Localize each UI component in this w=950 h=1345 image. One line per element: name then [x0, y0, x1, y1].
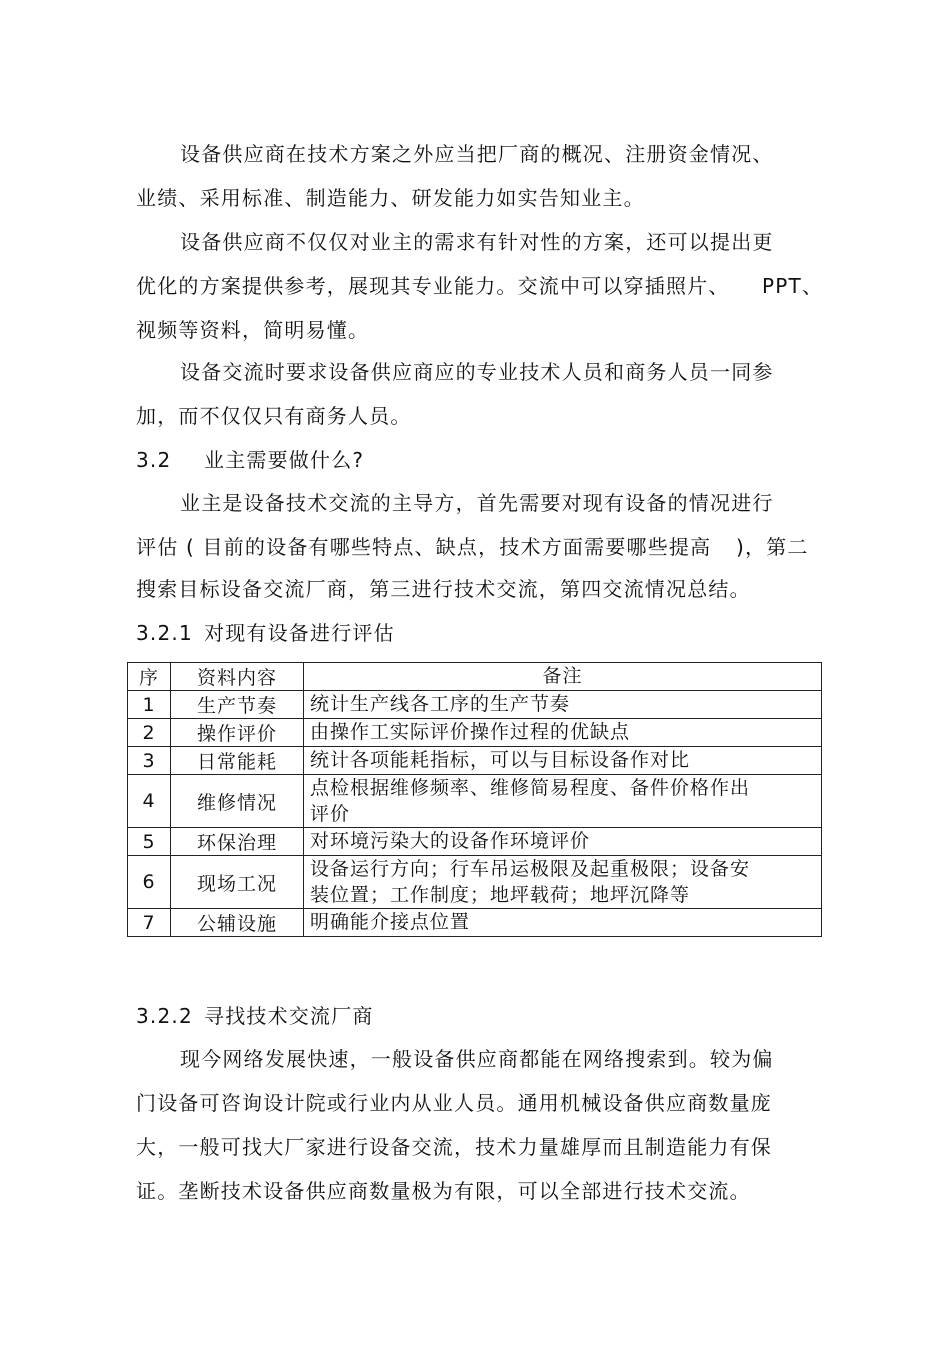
- cell-note: 统计各项能耗指标，可以与目标设备作对比: [304, 747, 822, 775]
- paragraph-line: 评估 ( 目前的设备有哪些特点、缺点，技术方面需要哪些提高: [136, 535, 712, 559]
- cell-item: 维修情况: [171, 775, 304, 828]
- paragraph-line: 搜索目标设备交流厂商，第三进行技术交流，第四交流情况总结。: [136, 577, 751, 601]
- cell-note: 统计生产线各工序的生产节奏: [304, 691, 822, 719]
- header-item: 资料内容: [171, 663, 304, 691]
- paragraph-line: 业绩、采用标准、制造能力、研发能力如实告知业主。: [136, 186, 645, 210]
- cell-item: 现场工况: [171, 856, 304, 909]
- cell-note-line: 评价: [310, 803, 351, 825]
- paragraph-line: 优化的方案提供参考，展现其专业能力。交流中可以穿插照片、: [136, 274, 730, 298]
- paragraph-line: 设备供应商不仅仅对业主的需求有针对性的方案，还可以提出更: [180, 230, 774, 254]
- subsection-heading-title: 寻找技术交流厂商: [204, 1004, 374, 1028]
- paragraph-line: 视频等资料，简明易懂。: [136, 318, 370, 342]
- table-header-row: [128, 663, 822, 691]
- subsection-heading-number: 3.2.2: [136, 1004, 193, 1028]
- paragraph-fragment: )，第二: [736, 535, 809, 559]
- paragraph-line: 业主是设备技术交流的主导方，首先需要对现有设备的情况进行: [180, 491, 774, 515]
- table-row: [128, 775, 822, 828]
- paragraph-line: 证。垄断技术设备供应商数量极为有限，可以全部进行技术交流。: [136, 1179, 751, 1203]
- paragraph-line: 加，而不仅仅只有商务人员。: [136, 404, 412, 428]
- cell-item: 操作评价: [171, 719, 304, 747]
- paragraph-line: 设备供应商在技术方案之外应当把厂商的概况、注册资金情况、: [180, 142, 774, 166]
- table-row: [128, 691, 822, 719]
- cell-seq: 2: [128, 719, 171, 747]
- subsection-heading-number: 3.2.1: [136, 621, 193, 645]
- table-row: [128, 828, 822, 856]
- subsection-heading-title: 对现有设备进行评估: [204, 621, 395, 645]
- cell-note: 对环境污染大的设备作环境评价: [304, 828, 822, 856]
- table-row: [128, 909, 822, 937]
- paragraph-line: 门设备可咨询设计院或行业内从业人员。通用机械设备供应商数量庞: [136, 1091, 772, 1115]
- cell-seq: 6: [128, 856, 171, 909]
- paragraph-line: 大，一般可找大厂家进行设备交流，技术力量雄厚而且制造能力有保: [136, 1135, 772, 1159]
- section-heading-number: 3.2: [136, 448, 172, 472]
- cell-note: [304, 775, 822, 828]
- paragraph-line: 设备交流时要求设备供应商应的专业技术人员和商务人员一同参: [180, 360, 774, 384]
- cell-seq: 4: [128, 775, 171, 828]
- cell-note-line: 点检根据维修频率、维修简易程度、备件价格作出: [310, 777, 751, 799]
- cell-item: 环保治理: [171, 828, 304, 856]
- table-row: [128, 719, 822, 747]
- cell-item: 公辅设施: [171, 909, 304, 937]
- header-note: 备注: [304, 663, 822, 691]
- paragraph-line: 现今网络发展快速，一般设备供应商都能在网络搜索到。较为偏: [180, 1047, 774, 1071]
- table-row: [128, 856, 822, 909]
- cell-note-line: 设备运行方向；行车吊运极限及起重极限；设备安: [310, 858, 751, 880]
- evaluation-table: [127, 662, 822, 937]
- paragraph-fragment: PPT、: [762, 274, 824, 298]
- header-seq: 序: [128, 663, 171, 691]
- cell-item: 日常能耗: [171, 747, 304, 775]
- cell-note: 明确能介接点位置: [304, 909, 822, 937]
- cell-seq: 7: [128, 909, 171, 937]
- cell-note: 由操作工实际评价操作过程的优缺点: [304, 719, 822, 747]
- cell-item: 生产节奏: [171, 691, 304, 719]
- cell-seq: 5: [128, 828, 171, 856]
- cell-note-line: 装位置；工作制度；地坪载荷；地坪沉降等: [310, 884, 691, 906]
- cell-seq: 3: [128, 747, 171, 775]
- cell-seq: 1: [128, 691, 171, 719]
- cell-note: [304, 856, 822, 909]
- table-row: [128, 747, 822, 775]
- section-heading-title: 业主需要做什么?: [204, 448, 365, 472]
